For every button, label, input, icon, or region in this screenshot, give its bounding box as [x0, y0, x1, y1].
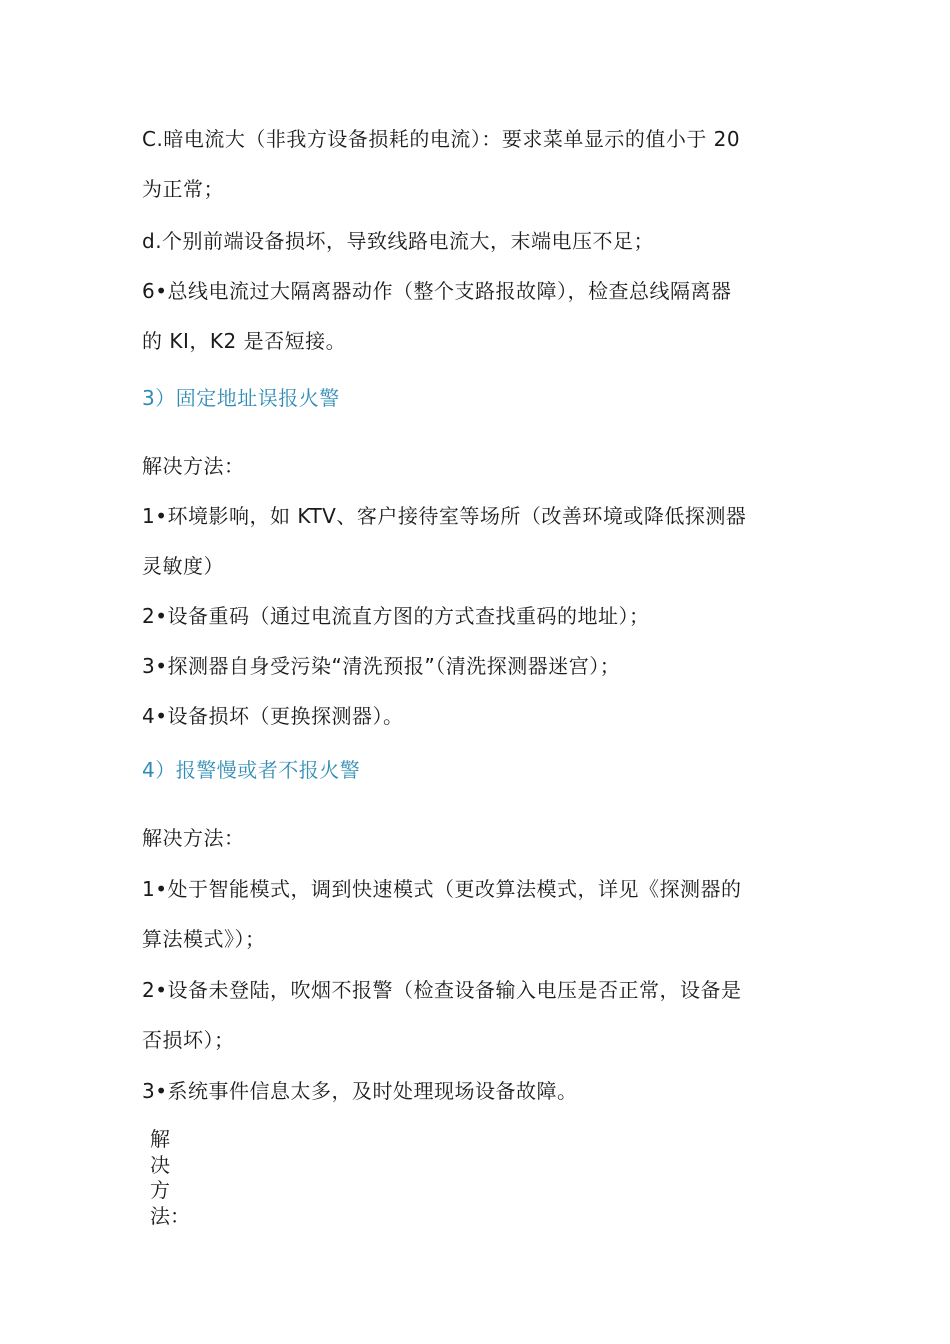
list-item-device-damage: 4•设备损坏（更换探测器）。: [142, 704, 404, 728]
section-heading-false-alarm: 3）固定地址误报火警: [142, 386, 340, 410]
list-item-smart-mode: 1•处于智能模式，调到快速模式（更改算法模式，详见《探测器的: [142, 877, 742, 901]
list-item-not-logged-in: 2•设备未登陆，吹烟不报警（检查设备输入电压是否正常，设备是: [142, 978, 742, 1002]
paragraph-bus-current-cont: 的 KI，K2 是否短接。: [142, 329, 347, 353]
solution-label-1: 解决方法：: [142, 454, 245, 478]
vertical-solution-label: [150, 1127, 190, 1229]
list-item-contamination: 3•探测器自身受污染“清洗预报”（清洗探测器迷宫）；: [142, 654, 621, 678]
list-item-environment-cont: 灵敏度）: [142, 554, 224, 578]
section-heading-slow-alarm: 4）报警慢或者不报火警: [142, 758, 361, 782]
paragraph-dark-current-cont: 为正常；: [142, 177, 224, 201]
paragraph-bus-current: 6•总线电流过大隔离器动作（整个支路报故障），检查总线隔离器: [142, 279, 732, 303]
vertical-char: 法：: [150, 1203, 190, 1228]
list-item-event-overflow: 3•系统事件信息太多，及时处理现场设备故障。: [142, 1079, 578, 1103]
list-item-environment: 1•环境影响，如 KTV、客户接待室等场所（改善环境或降低探测器: [142, 504, 747, 528]
paragraph-front-device-damage: d.个别前端设备损坏，导致线路电流大，末端电压不足；: [142, 229, 655, 253]
vertical-char: 方: [150, 1178, 170, 1202]
vertical-char: 决: [150, 1152, 170, 1177]
list-item-duplicate-code: 2•设备重码（通过电流直方图的方式查找重码的地址）；: [142, 604, 650, 628]
vertical-char: 解: [150, 1127, 170, 1151]
paragraph-dark-current: C.暗电流大（非我方设备损耗的电流）：要求菜单显示的值小于 20: [142, 127, 741, 151]
list-item-not-logged-in-cont: 否损坏）；: [142, 1028, 235, 1052]
solution-label-2: 解决方法：: [142, 826, 245, 850]
list-item-smart-mode-cont: 算法模式》）；: [142, 927, 266, 951]
